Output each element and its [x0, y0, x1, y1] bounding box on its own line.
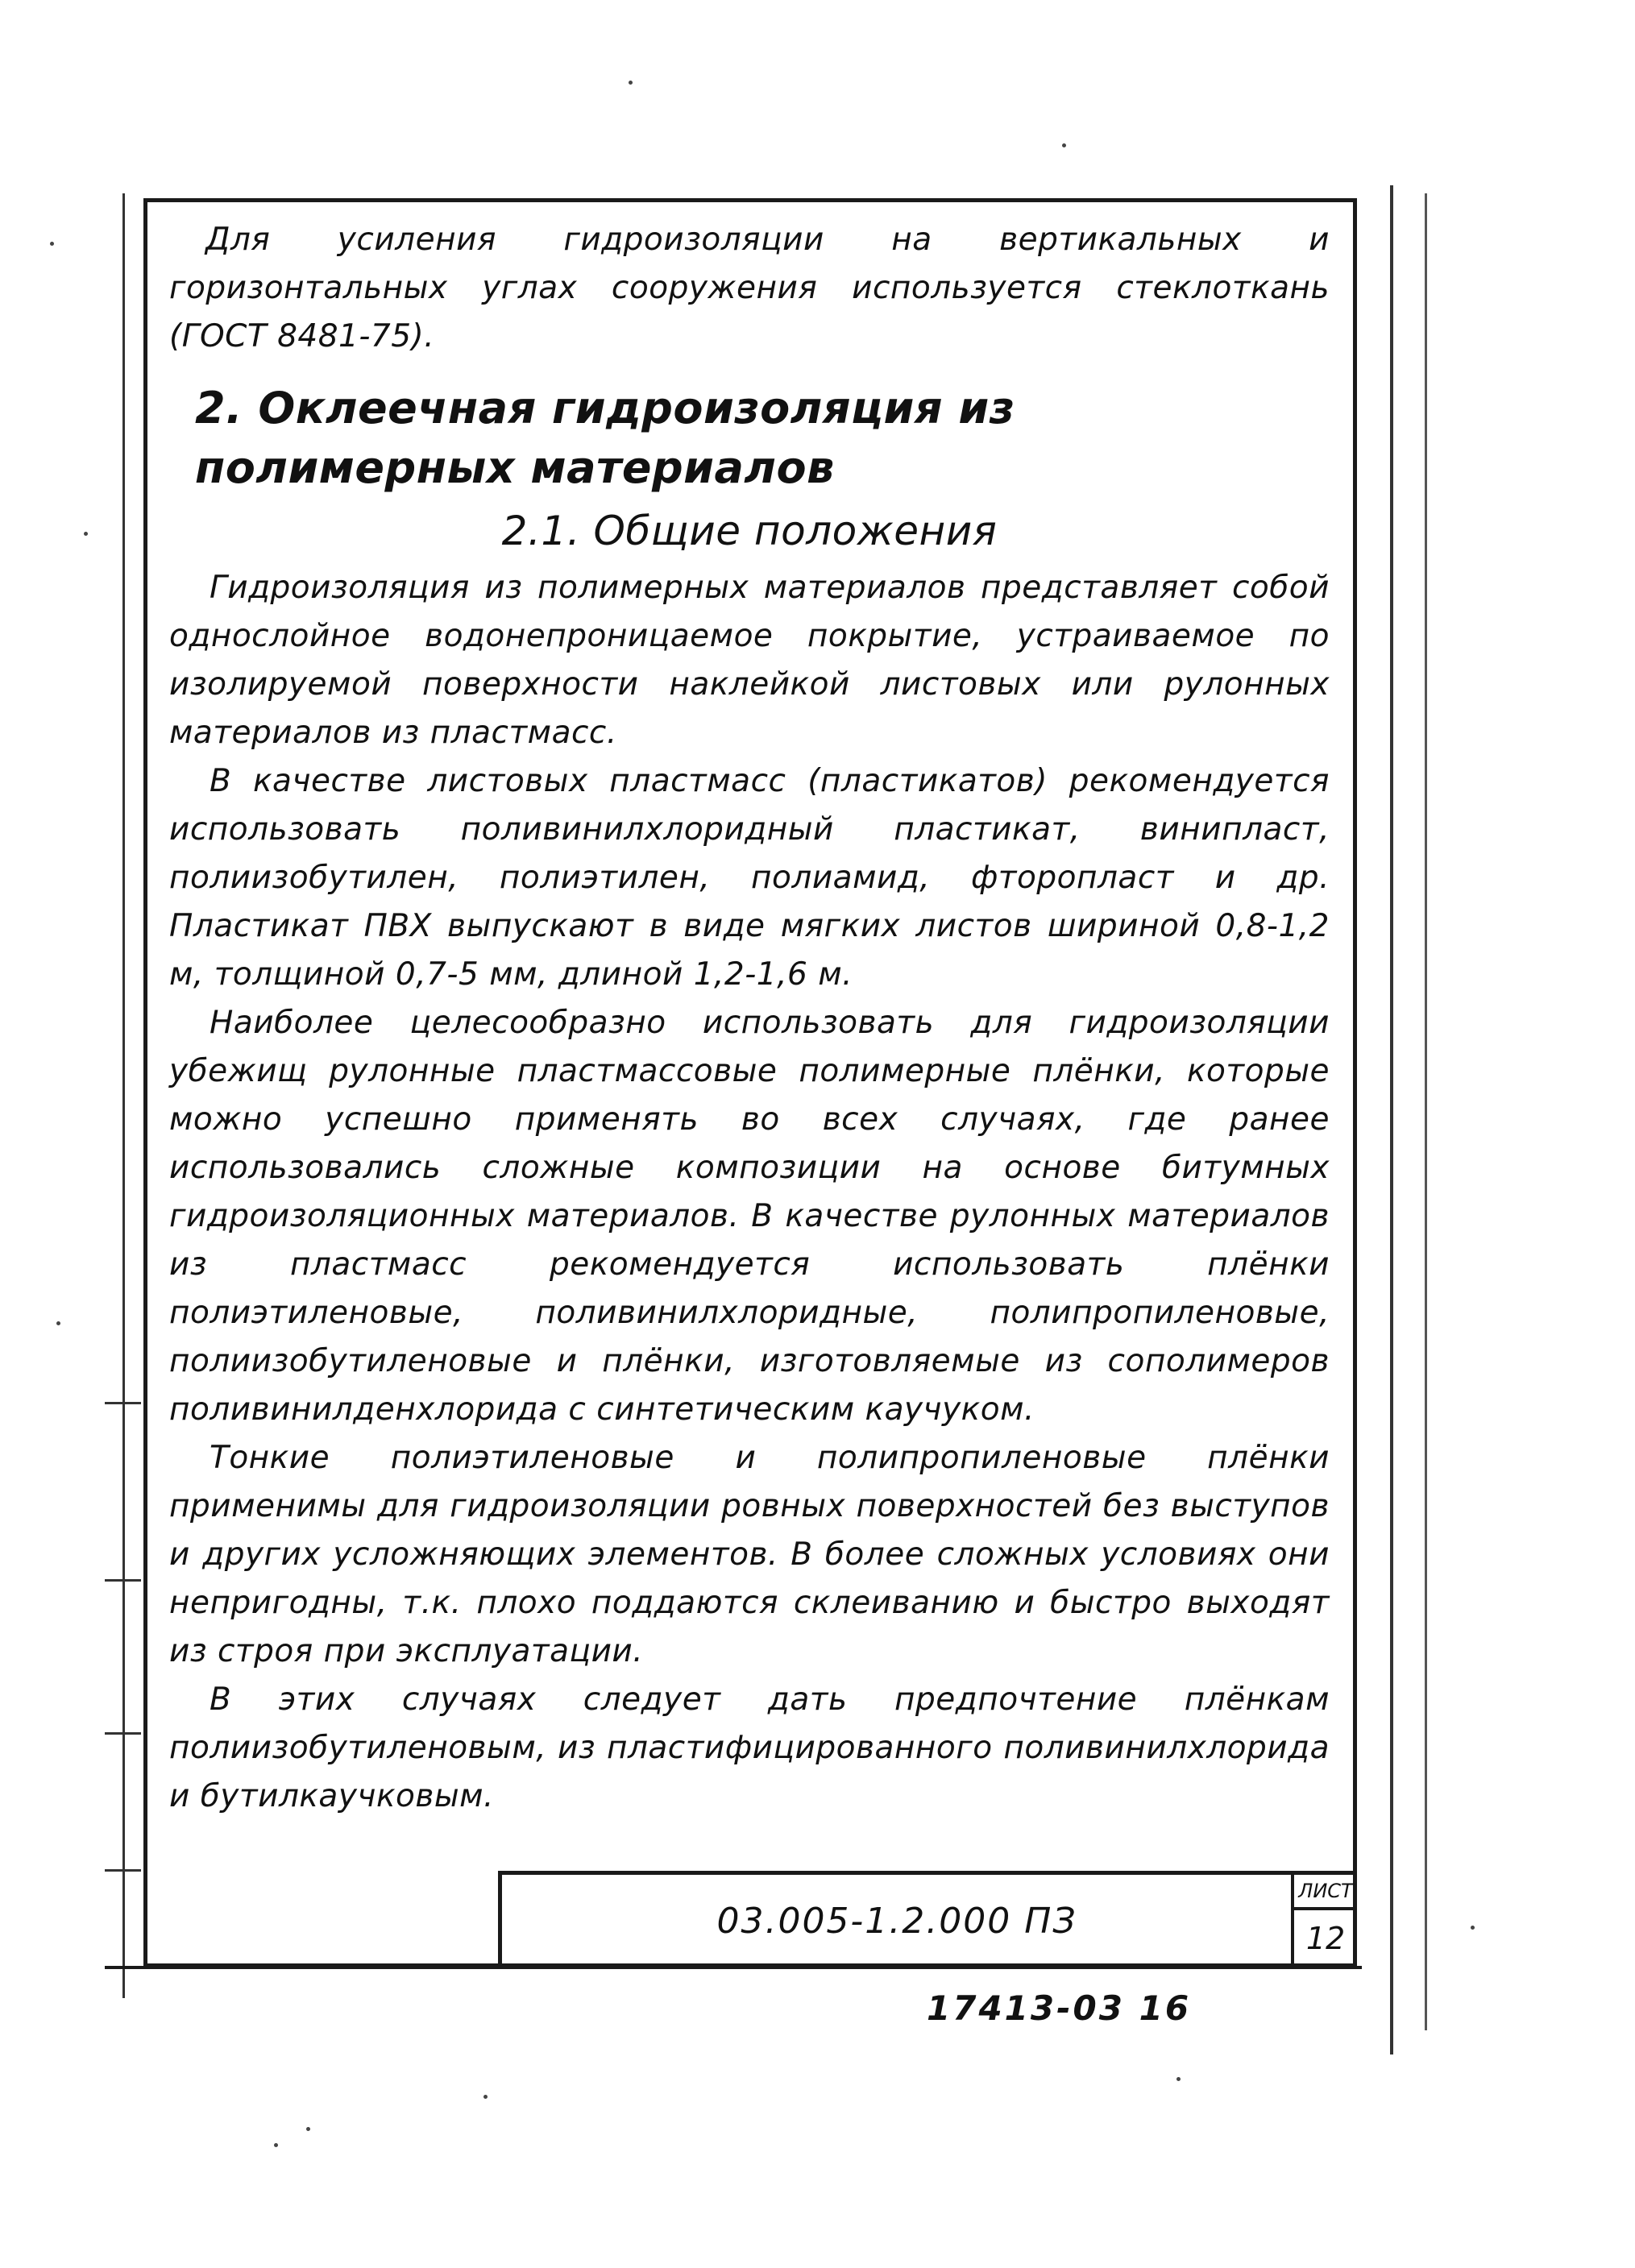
scan-speck	[629, 81, 633, 85]
section-title: 2. Оклеечная гидроизоляция из полимерных материалов	[195, 383, 1015, 493]
binding-tick	[105, 1732, 141, 1735]
body-paragraph: В качестве листовых пластмасс (пластикатов) рекомендуется использовать поливинилхлоридный пластикат, винипласт, полиизобутилен, полиэтилен, полиамид, фторопласт и др. Пластикат ПВХ выпускают в виде мягких листов шириной 0,8-1,2 м, толщиной 0,7-5 мм, длиной 1,2-1,6 м.	[169, 763, 1330, 993]
binding-tick	[105, 1402, 141, 1404]
document-body	[169, 216, 1330, 1821]
page-edge-rule	[1390, 185, 1393, 2054]
scan-speck	[483, 2095, 488, 2099]
title-block	[498, 1871, 1357, 1967]
document-code: 03.005-1.2.000 ПЗ	[716, 1901, 1077, 1942]
sheet-number: 12	[1305, 1921, 1346, 1956]
scan-speck	[50, 242, 54, 246]
scan-speck	[274, 2143, 278, 2147]
scan-speck	[1062, 143, 1066, 147]
binding-tick	[105, 1579, 141, 1582]
binding-line	[122, 193, 125, 1998]
inventory-mark: 17413-03 16	[927, 1988, 1192, 2028]
sheet-cell	[1291, 1875, 1357, 1967]
subsection-title: 2.1. Общие положения	[501, 508, 998, 554]
scan-speck	[306, 2127, 310, 2131]
scan-speck	[56, 1321, 60, 1325]
body-paragraph: В этих случаях следует дать предпочтение плёнкам полиизобутиленовым, из пластифицированного поливинилхлорида и бутилкаучковым.	[169, 1681, 1330, 1814]
body-paragraph: Тонкие полиэтиленовые и полипропиленовые плёнки применимы для гидроизоляции ровных поверхностей без выступов и других усложняющих элементов. В более сложных условиях они непригодны, т.к. плохо поддаются склеиванию и быстро выходят из строя при эксплуатации.	[169, 1440, 1330, 1669]
scan-speck	[84, 532, 88, 536]
sheet-label: ЛИСТ	[1294, 1875, 1357, 1910]
intro-paragraph: Для усиления гидроизоляции на вертикальных и горизонтальных углах сооружения используется стеклоткань (ГОСТ 8481-75).	[169, 222, 1330, 355]
body-paragraph: Наиболее целесообразно использовать для гидроизоляции убежищ рулонные пластмассовые полимерные плёнки, которые можно успешно применять во всех случаях, где ранее использовались сложные композиции на основе битумных гидроизоляционных материалов. В качестве рулонных материалов из пластмасс рекомендуется использовать плёнки полиэтиленовые, поливинилхлоридные, полипропиленовые, полиизобутиленовые и плёнки, изготовляемые из сополимеров поливинилденхлорида с синтетическим каучуком.	[169, 1005, 1330, 1428]
scan-speck	[1471, 1926, 1475, 1930]
page-edge-rule	[1425, 193, 1427, 2030]
binding-tick	[105, 1869, 141, 1872]
body-paragraph: Гидроизоляция из полимерных материалов представляет собой однослойное водонепроницаемое покрытие, устраиваемое по изолируемой поверхности наклейкой листовых или рулонных материалов из пластмасс.	[169, 570, 1330, 751]
scan-speck	[1176, 2077, 1181, 2081]
